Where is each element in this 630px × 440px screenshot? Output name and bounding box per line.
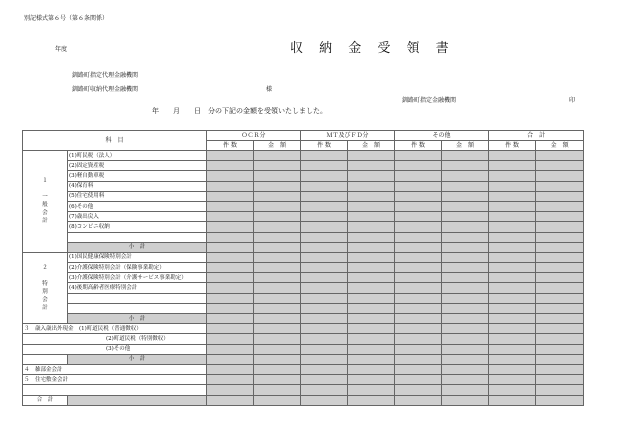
item-label: ５ 住宅敷金会計 [23,375,207,385]
amount-cell [207,212,254,222]
amount-cell [207,222,254,232]
subtotal-label: 小 計 [68,314,207,324]
amount-cell [301,283,348,293]
amount-cell [442,171,489,181]
amount-cell [395,334,442,344]
item-label: (3)介護保険特別会計（介護サービス事業勘定） [68,273,207,283]
amount-cell [207,273,254,283]
amount-cell [536,232,584,242]
document-title: 収 納 金 受 領 書 [290,41,455,56]
amount-cell [301,252,348,262]
item-label: (1)町民税（法人） [68,151,207,161]
amount-cell [489,201,536,211]
amount-cell [489,232,536,242]
amount-cell [395,151,442,161]
amount-header: 金 額 [348,141,395,151]
subtotal-row [23,314,584,324]
amount-cell [395,273,442,283]
amount-cell [254,191,301,201]
amount-cell [395,201,442,211]
amount-cell [254,181,301,191]
amount-cell [395,242,442,252]
amount-cell [395,252,442,262]
amount-cell [536,201,584,211]
amount-cell [301,324,348,334]
amount-cell [301,222,348,232]
form-number: 別記様式第６号（第６条関係） [24,15,109,22]
address-line-2: 釧路町収納代理金融機関 [72,86,139,93]
subtotal-row [23,242,584,252]
amount-cell [536,364,584,374]
table-row [23,181,584,191]
table-row [23,293,584,303]
amount-cell [348,232,395,242]
table-row [23,273,584,283]
amount-cell [489,344,536,354]
amount-header: 金 額 [442,141,489,151]
table-row [23,263,584,273]
receipt-table [22,130,584,406]
table-row [23,303,584,313]
amount-cell [207,344,254,354]
amount-cell [301,395,348,405]
amount-cell [489,375,536,385]
amount-cell [254,201,301,211]
amount-cell [254,354,301,364]
amount-header: 金 額 [536,141,584,151]
amount-cell [442,232,489,242]
amount-cell [536,252,584,262]
amount-cell [254,395,301,405]
amount-cell [207,242,254,252]
amount-cell [301,334,348,344]
amount-cell [489,293,536,303]
subtotal-label: 小 計 [68,242,207,252]
item-label: (5)住宅使用料 [68,191,207,201]
item-label: (6)その他 [68,201,207,211]
amount-cell [489,395,536,405]
amount-cell [254,232,301,242]
amount-cell [442,385,489,395]
amount-cell [301,171,348,181]
amount-cell [207,191,254,201]
amount-cell [254,344,301,354]
amount-cell [489,303,536,313]
table-row [23,252,584,262]
amount-cell [348,283,395,293]
column-group-header: ＯＣＲ分 [207,131,301,141]
amount-cell [254,161,301,171]
amount-cell [301,161,348,171]
amount-cell [207,364,254,374]
amount-cell [442,151,489,161]
amount-cell [207,314,254,324]
amount-cell [442,334,489,344]
amount-cell [207,375,254,385]
amount-cell [395,293,442,303]
amount-cell [489,324,536,334]
item-label: (1)国民健康保険特別会計 [68,252,207,262]
amount-cell [442,395,489,405]
amount-cell [536,171,584,181]
amount-cell [489,161,536,171]
amount-cell [254,283,301,293]
amount-cell [489,181,536,191]
amount-cell [442,314,489,324]
amount-cell [442,191,489,201]
amount-cell [301,181,348,191]
amount-cell [489,212,536,222]
table-row [23,324,584,334]
amount-cell [442,222,489,232]
amount-cell [442,212,489,222]
item-label: (2)町道民税（特別徴収） [23,334,207,344]
amount-cell [301,201,348,211]
amount-cell [395,395,442,405]
total-label: 合 計 [23,395,68,405]
item-label: (2)介護保険特別会計（保険事業勘定） [68,263,207,273]
amount-cell [489,222,536,232]
amount-cell [442,273,489,283]
amount-cell [348,161,395,171]
amount-cell [536,242,584,252]
amount-cell [207,385,254,395]
amount-cell [442,161,489,171]
amount-cell [395,263,442,273]
amount-cell [395,232,442,242]
amount-cell [348,171,395,181]
amount-cell [301,293,348,303]
honorific: 様 [266,86,273,93]
amount-cell [348,201,395,211]
amount-cell [536,303,584,313]
amount-cell [395,181,442,191]
amount-cell [207,263,254,273]
amount-cell [536,375,584,385]
amount-cell [536,334,584,344]
amount-cell [489,354,536,364]
amount-cell [207,232,254,242]
amount-cell [348,354,395,364]
amount-cell [348,263,395,273]
amount-cell [442,344,489,354]
subject-header: 科 目 [23,131,207,151]
amount-cell [536,293,584,303]
agent-bank-label: 釧路町指定金融機関 [402,97,457,104]
amount-cell [207,283,254,293]
year-label: 年度 [55,46,68,53]
amount-cell [395,385,442,395]
count-header: 件 数 [489,141,536,151]
amount-cell [489,273,536,283]
amount-cell [301,273,348,283]
amount-cell [395,354,442,364]
item-label: ４ 雑部金会計 [23,364,207,374]
seal-label: 印 [569,97,576,104]
amount-cell [254,334,301,344]
receipt-sentence: 年 月 日 分の下記の金額を受領いたしました。 [152,107,327,115]
amount-cell [348,212,395,222]
table-row [23,344,584,354]
amount-cell [536,222,584,232]
amount-cell [207,324,254,334]
amount-cell [348,191,395,201]
subtotal-row [23,354,584,364]
item-label: (3)軽自動車税 [68,171,207,181]
amount-cell [395,161,442,171]
column-group-header: その他 [395,131,489,141]
amount-cell [395,314,442,324]
table-row [23,151,584,161]
section-label: １ 一 般 会 計 [23,151,68,253]
table-row [23,385,584,395]
amount-cell [395,212,442,222]
amount-cell [536,191,584,201]
table-row [23,375,584,385]
amount-cell [348,273,395,283]
item-label: (7)歳出戻入 [68,212,207,222]
amount-cell [301,344,348,354]
amount-cell [395,364,442,374]
amount-cell [489,191,536,201]
amount-cell [301,151,348,161]
blank-cell [23,385,207,395]
amount-cell [536,181,584,191]
amount-cell [254,385,301,395]
amount-cell [301,314,348,324]
item-label [68,293,207,303]
amount-cell [207,151,254,161]
amount-cell [442,324,489,334]
amount-cell [348,324,395,334]
amount-cell [207,334,254,344]
amount-cell [489,385,536,395]
amount-cell [207,201,254,211]
table-row [23,232,584,242]
amount-cell [348,375,395,385]
amount-cell [348,293,395,303]
table-row [23,222,584,232]
item-label: ３ 歳入歳出外現金 (1)町道民税（普通徴収） [23,324,207,334]
item-label: (3)その他 [23,344,207,354]
amount-cell [348,252,395,262]
amount-cell [442,283,489,293]
amount-cell [254,242,301,252]
amount-cell [442,364,489,374]
amount-cell [536,314,584,324]
amount-cell [254,273,301,283]
table-row [23,283,584,293]
amount-cell [348,242,395,252]
subtotal-label: 小 計 [68,354,207,364]
amount-cell [207,293,254,303]
amount-cell [395,303,442,313]
amount-cell [395,191,442,201]
amount-cell [442,354,489,364]
amount-cell [536,212,584,222]
amount-cell [254,364,301,374]
table-row [23,334,584,344]
item-label: (2)固定資産税 [68,161,207,171]
address-line-1: 釧路町指定代理金融機関 [72,72,139,79]
amount-cell [442,252,489,262]
amount-cell [348,344,395,354]
amount-cell [301,303,348,313]
amount-cell [207,171,254,181]
total-row [23,395,584,405]
amount-cell [489,171,536,181]
blank-cell [68,395,207,405]
amount-cell [489,242,536,252]
amount-cell [301,263,348,273]
amount-cell [442,181,489,191]
item-label: (4)後期高齢者医療特別会計 [68,283,207,293]
amount-cell [348,303,395,313]
amount-cell [442,293,489,303]
amount-cell [395,171,442,181]
column-group-header: 合 計 [489,131,584,141]
table-row [23,201,584,211]
count-header: 件 数 [207,141,254,151]
amount-cell [442,242,489,252]
amount-cell [254,151,301,161]
amount-cell [536,151,584,161]
amount-cell [348,181,395,191]
amount-cell [536,273,584,283]
amount-cell [536,324,584,334]
item-label: (4)保育料 [68,181,207,191]
amount-cell [254,171,301,181]
amount-cell [254,293,301,303]
amount-cell [301,232,348,242]
amount-cell [301,364,348,374]
amount-cell [254,314,301,324]
amount-cell [348,364,395,374]
amount-cell [536,283,584,293]
amount-cell [395,344,442,354]
table-row [23,364,584,374]
amount-cell [348,314,395,324]
amount-cell [254,252,301,262]
table-row [23,212,584,222]
amount-cell [207,395,254,405]
amount-cell [395,222,442,232]
amount-cell [348,395,395,405]
amount-cell [395,324,442,334]
amount-cell [395,375,442,385]
amount-cell [301,242,348,252]
amount-cell [301,375,348,385]
amount-cell [254,263,301,273]
count-header: 件 数 [395,141,442,151]
amount-cell [254,375,301,385]
amount-cell [536,344,584,354]
amount-cell [254,324,301,334]
amount-cell [301,354,348,364]
amount-cell [489,364,536,374]
amount-cell [536,395,584,405]
amount-cell [301,385,348,395]
item-label [68,232,207,242]
amount-cell [395,283,442,293]
amount-cell [536,385,584,395]
amount-cell [489,252,536,262]
amount-cell [207,161,254,171]
section-label: ２ 特 別 会 計 [23,252,68,323]
amount-cell [442,303,489,313]
amount-cell [254,222,301,232]
amount-cell [536,354,584,364]
table-row [23,161,584,171]
blank-cell [23,354,68,364]
amount-cell [254,303,301,313]
amount-cell [254,212,301,222]
amount-cell [207,181,254,191]
item-label: (8)コンビニ収納 [68,222,207,232]
amount-cell [442,201,489,211]
amount-cell [489,263,536,273]
amount-cell [207,303,254,313]
amount-cell [489,151,536,161]
amount-cell [442,263,489,273]
amount-cell [348,222,395,232]
table-row [23,191,584,201]
amount-cell [442,375,489,385]
amount-cell [301,191,348,201]
count-header: 件 数 [301,141,348,151]
amount-cell [348,334,395,344]
amount-cell [348,385,395,395]
amount-header: 金 額 [254,141,301,151]
amount-cell [207,354,254,364]
item-label [68,303,207,313]
amount-cell [489,283,536,293]
header-row [23,131,584,141]
amount-cell [489,334,536,344]
amount-cell [536,161,584,171]
column-group-header: ＭＴ及びＦＤ分 [301,131,395,141]
amount-cell [489,314,536,324]
amount-cell [536,263,584,273]
amount-cell [348,151,395,161]
table-row [23,171,584,181]
amount-cell [207,252,254,262]
amount-cell [301,212,348,222]
